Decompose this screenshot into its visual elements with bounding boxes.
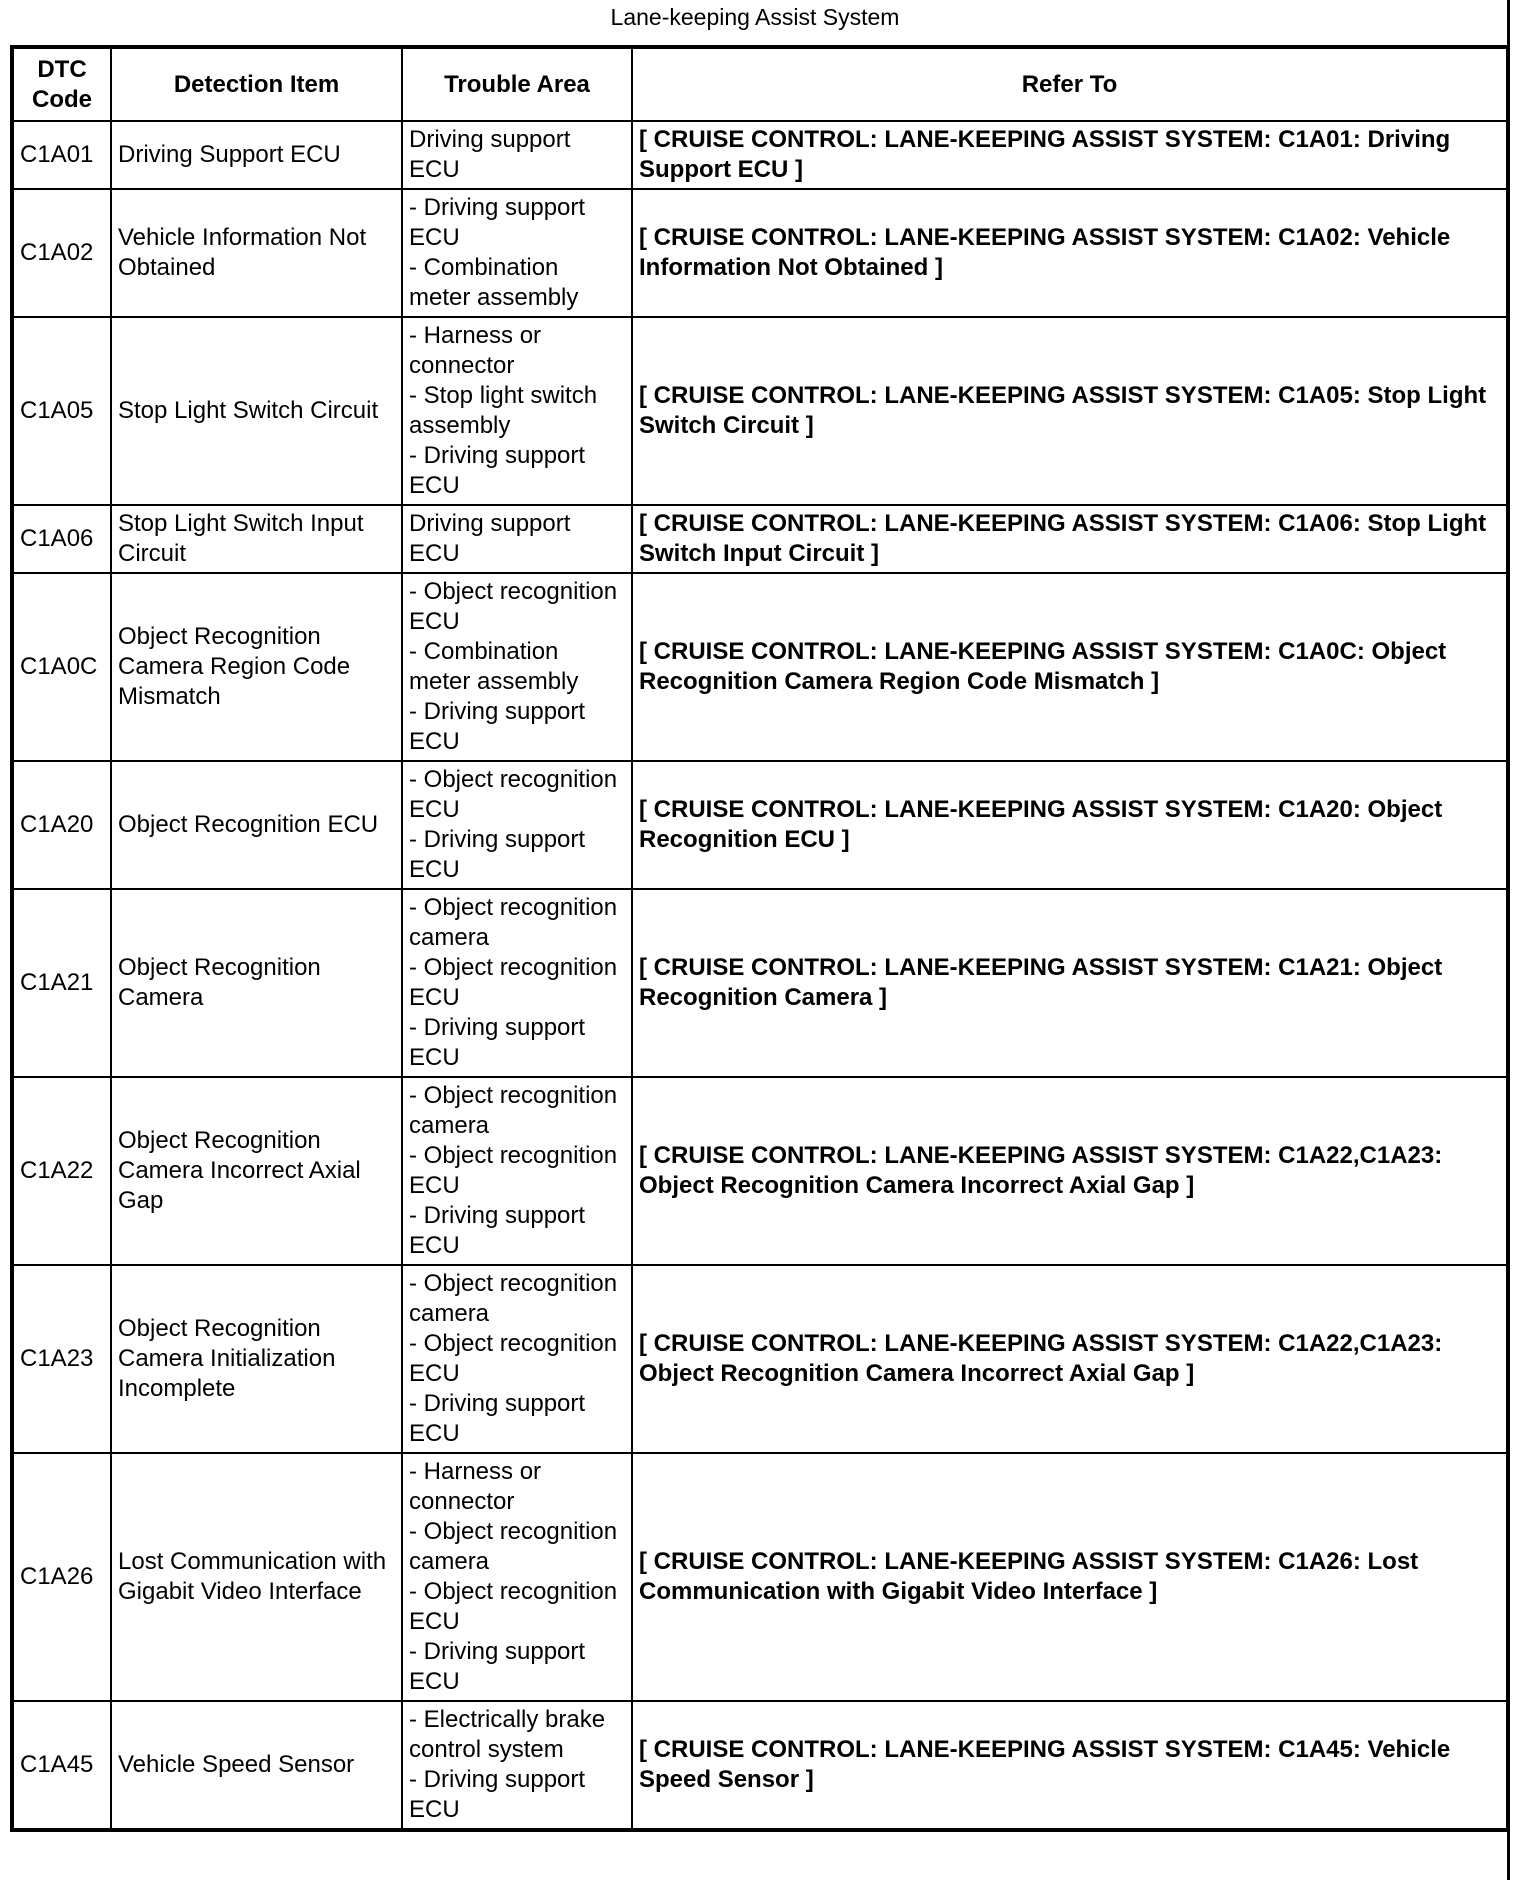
trouble-area-cell	[402, 317, 632, 505]
trouble-area-entry: - Driving support ECU	[409, 1638, 586, 1695]
trouble-area-entry: - Driving support ECU	[409, 442, 586, 499]
table-row	[12, 317, 1508, 505]
table-row	[12, 505, 1508, 573]
dtc-code-cell: C1A23	[12, 1265, 111, 1453]
detection-item-cell: Object Recognition Camera Initialization Incomplete	[111, 1265, 402, 1453]
table-row	[12, 1701, 1508, 1830]
refer-to-link[interactable]: [ CRUISE CONTROL: LANE-KEEPING ASSIST SYSTEM: C1A22,C1A23: Object Recognition Camera Incorrect Axial Gap ]	[632, 1077, 1508, 1265]
trouble-area-entry: - Object recognition ECU	[409, 766, 618, 823]
trouble-area-entry: - Object recognition ECU	[409, 578, 618, 635]
document-title: Lane-keeping Assist System	[610, 4, 900, 30]
trouble-area-entry: - Driving support ECU	[409, 698, 586, 755]
header-trouble-area: Trouble Area	[402, 47, 632, 121]
refer-to-link[interactable]: [ CRUISE CONTROL: LANE-KEEPING ASSIST SYSTEM: C1A05: Stop Light Switch Circuit ]	[632, 317, 1508, 505]
table-row	[12, 761, 1508, 889]
table-row	[12, 573, 1508, 761]
trouble-area-entry: - Driving support ECU	[409, 1014, 586, 1071]
trouble-area-entry: - Object recognition ECU	[409, 1142, 618, 1199]
refer-to-link[interactable]: [ CRUISE CONTROL: LANE-KEEPING ASSIST SYSTEM: C1A45: Vehicle Speed Sensor ]	[632, 1701, 1508, 1830]
trouble-area-entry: - Object recognition camera	[409, 894, 618, 951]
detection-item-cell: Object Recognition ECU	[111, 761, 402, 889]
trouble-area-entry: Driving support ECU	[409, 510, 571, 567]
trouble-area-entry: - Driving support ECU	[409, 1202, 586, 1259]
refer-to-link[interactable]: [ CRUISE CONTROL: LANE-KEEPING ASSIST SYSTEM: C1A21: Object Recognition Camera ]	[632, 889, 1508, 1077]
trouble-area-entry: - Harness or connector	[409, 322, 542, 379]
dtc-code-cell: C1A20	[12, 761, 111, 889]
trouble-area-entry: - Driving support ECU	[409, 826, 586, 883]
trouble-area-entry: - Combination meter assembly	[409, 638, 579, 695]
trouble-area-entry: - Driving support ECU	[409, 1766, 586, 1823]
trouble-area-entry: - Electrically brake control system	[409, 1706, 606, 1763]
refer-to-link[interactable]: [ CRUISE CONTROL: LANE-KEEPING ASSIST SYSTEM: C1A06: Stop Light Switch Input Circuit ]	[632, 505, 1508, 573]
header-refer-to: Refer To	[632, 47, 1508, 121]
trouble-area-entry: - Object recognition ECU	[409, 1330, 618, 1387]
trouble-area-entry: - Object recognition camera	[409, 1518, 618, 1575]
table-header-row	[12, 47, 1508, 121]
refer-to-link[interactable]: [ CRUISE CONTROL: LANE-KEEPING ASSIST SYSTEM: C1A02: Vehicle Information Not Obtained ]	[632, 189, 1508, 317]
table-row	[12, 1453, 1508, 1701]
dtc-code-cell: C1A02	[12, 189, 111, 317]
trouble-area-entry: - Harness or connector	[409, 1458, 542, 1515]
refer-to-link[interactable]: [ CRUISE CONTROL: LANE-KEEPING ASSIST SYSTEM: C1A26: Lost Communication with Gigabit Video Interface ]	[632, 1453, 1508, 1701]
trouble-area-entry: - Object recognition ECU	[409, 1578, 618, 1635]
refer-to-link[interactable]: [ CRUISE CONTROL: LANE-KEEPING ASSIST SYSTEM: C1A20: Object Recognition ECU ]	[632, 761, 1508, 889]
dtc-table	[10, 45, 1510, 1832]
header-detection-item: Detection Item	[111, 47, 402, 121]
detection-item-cell: Vehicle Speed Sensor	[111, 1701, 402, 1830]
trouble-area-cell	[402, 1265, 632, 1453]
trouble-area-cell	[402, 505, 632, 573]
header-dtc-code: DTC Code	[12, 47, 111, 121]
trouble-area-entry: - Object recognition ECU	[409, 954, 618, 1011]
trouble-area-cell	[402, 889, 632, 1077]
dtc-code-cell: C1A05	[12, 317, 111, 505]
trouble-area-cell	[402, 573, 632, 761]
table-row	[12, 889, 1508, 1077]
trouble-area-cell	[402, 1077, 632, 1265]
dtc-code-cell: C1A21	[12, 889, 111, 1077]
trouble-area-cell	[402, 761, 632, 889]
dtc-code-cell: C1A0C	[12, 573, 111, 761]
detection-item-cell: Vehicle Information Not Obtained	[111, 189, 402, 317]
trouble-area-cell	[402, 1453, 632, 1701]
table-row	[12, 1265, 1508, 1453]
trouble-area-entry: - Stop light switch assembly	[409, 382, 598, 439]
trouble-area-entry: - Combination meter assembly	[409, 254, 579, 311]
dtc-code-cell: C1A01	[12, 121, 111, 189]
refer-to-link[interactable]: [ CRUISE CONTROL: LANE-KEEPING ASSIST SYSTEM: C1A22,C1A23: Object Recognition Camera Incorrect Axial Gap ]	[632, 1265, 1508, 1453]
detection-item-cell: Object Recognition Camera Incorrect Axial Gap	[111, 1077, 402, 1265]
table-row	[12, 189, 1508, 317]
detection-item-cell: Stop Light Switch Circuit	[111, 317, 402, 505]
trouble-area-entry: - Driving support ECU	[409, 194, 586, 251]
trouble-area-entry: - Object recognition camera	[409, 1270, 618, 1327]
dtc-code-cell: C1A45	[12, 1701, 111, 1830]
detection-item-cell: Stop Light Switch Input Circuit	[111, 505, 402, 573]
table-body	[12, 121, 1508, 1830]
trouble-area-entry: Driving support ECU	[409, 126, 571, 183]
trouble-area-entry: - Driving support ECU	[409, 1390, 586, 1447]
table-row	[12, 1077, 1508, 1265]
trouble-area-cell	[402, 189, 632, 317]
dtc-code-cell: C1A26	[12, 1453, 111, 1701]
detection-item-cell: Lost Communication with Gigabit Video Interface	[111, 1453, 402, 1701]
trouble-area-cell	[402, 121, 632, 189]
dtc-code-cell: C1A22	[12, 1077, 111, 1265]
trouble-area-cell	[402, 1701, 632, 1830]
detection-item-cell: Object Recognition Camera Region Code Mismatch	[111, 573, 402, 761]
dtc-code-cell: C1A06	[12, 505, 111, 573]
table-row	[12, 121, 1508, 189]
detection-item-cell: Object Recognition Camera	[111, 889, 402, 1077]
detection-item-cell: Driving Support ECU	[111, 121, 402, 189]
refer-to-link[interactable]: [ CRUISE CONTROL: LANE-KEEPING ASSIST SYSTEM: C1A01: Driving Support ECU ]	[632, 121, 1508, 189]
refer-to-link[interactable]: [ CRUISE CONTROL: LANE-KEEPING ASSIST SYSTEM: C1A0C: Object Recognition Camera Region Code Mismatch ]	[632, 573, 1508, 761]
trouble-area-entry: - Object recognition camera	[409, 1082, 618, 1139]
